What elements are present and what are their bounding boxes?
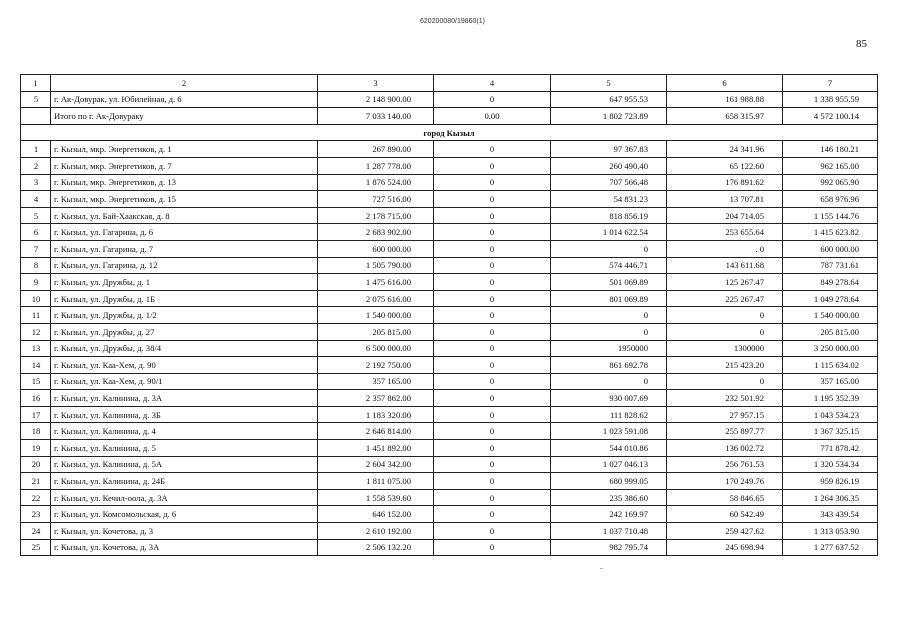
table-row [21,340,878,357]
header-cell: 6 [667,75,783,92]
col5-cell: 861 692.78 [551,357,667,374]
col4-cell: 0 [434,257,551,274]
table-row [21,523,878,540]
row-number: 21 [21,473,51,490]
address-cell: г. Кызыл, ул. Калинина, д. 4 [51,423,318,440]
table-row [21,91,878,108]
col4-cell: 0 [434,307,551,324]
data-table [20,74,878,556]
row-number: 25 [21,539,51,556]
address-cell: г. Кызыл, ул. Калинина, д. 5А [51,456,318,473]
row-number: 13 [21,340,51,357]
address-cell: г. Кызыл, мкр. Энергетиков, д. 13 [51,174,318,191]
col5-cell: 680 999.05 [551,473,667,490]
row-number: 6 [21,224,51,241]
col4-cell: 0 [434,406,551,423]
address-cell: г. Кызыл, ул. Дружбы, д. 27 [51,323,318,340]
address-cell: г. Кызыл, ул. Дружбы, д. 38/4 [51,340,318,357]
table-row [21,473,878,490]
col6-cell: 143 611.68 [667,257,783,274]
col5-cell: 1 014 622.54 [551,224,667,241]
col6-cell: 256 761.53 [667,456,783,473]
address-cell: г. Кызыл, ул. Бай-Хаакская, д. 8 [51,207,318,224]
col4-cell: 0 [434,423,551,440]
table-row [21,307,878,324]
address-cell: г. Кызыл, ул. Гагарина, д. 6 [51,224,318,241]
col5-cell: 501 069.89 [551,274,667,291]
col5-cell: 930 007.69 [551,390,667,407]
row-number: 3 [21,174,51,191]
col6-cell: 0 [667,323,783,340]
row-number: 7 [21,240,51,257]
address-cell: г. Кызыл, мкр. Энергетиков, д. 15 [51,191,318,208]
address-cell: г. Кызыл, ул. Гагарина, д. 12 [51,257,318,274]
col7-cell: 1 540 000.00 [783,307,878,324]
total-cost-cell: 1 287 778.00 [318,157,434,174]
col5-cell: 1950000 [551,340,667,357]
address-cell: г. Кызыл, ул. Дружбы, д. 1/2 [51,307,318,324]
row-number: 19 [21,440,51,457]
row-number: 16 [21,390,51,407]
table-row [21,406,878,423]
row-number: 12 [21,323,51,340]
table-row [21,224,878,241]
col7-cell: 1 338 955.59 [783,91,878,108]
col6-cell: 245 698.94 [667,539,783,556]
col6-cell: 24 341.96 [667,141,783,158]
total-cost-cell: 2 506 132.20 [318,539,434,556]
row-number: 11 [21,307,51,324]
table-row [21,456,878,473]
col7-cell: 343 439.54 [783,506,878,523]
col4-cell: 0 [434,323,551,340]
total-cost-cell: 1 540 000.00 [318,307,434,324]
total-cost-cell: 2 610 192.00 [318,523,434,540]
row-number: 9 [21,274,51,291]
row-number: 18 [21,423,51,440]
table-row [21,141,878,158]
row-number: 5 [21,91,51,108]
col4-cell: 0 [434,506,551,523]
col4-cell: 0 [434,489,551,506]
col4-cell: 0 [434,174,551,191]
address-cell: г. Кызыл, ул. Кочетова, д. 3А [51,539,318,556]
col6-cell: 170 249.76 [667,473,783,490]
col5-cell: 1 802 723.89 [551,108,667,125]
address-cell: г. Кызыл, мкр. Энергетиков, д. 1 [51,141,318,158]
col7-cell: 205 815.00 [783,323,878,340]
col5-cell: 0 [551,240,667,257]
address-cell: г. Кызыл, ул. Калинина, д. 3Б [51,406,318,423]
row-number: 10 [21,290,51,307]
address-cell: г. Кызыл, ул. Дружбы, д. 1Б [51,290,318,307]
address-cell: г. Кызыл, ул. Калинина, д. 3А [51,390,318,407]
total-cost-cell: 7 033 140.00 [318,108,434,125]
total-cost-cell: 1 505 790.00 [318,257,434,274]
col4-cell: 0 [434,224,551,241]
col4-cell: 0 [434,91,551,108]
col7-cell: 658 976.96 [783,191,878,208]
address-cell: Итого по г. Ак-Довураку [51,108,318,125]
total-cost-cell: 646 152.00 [318,506,434,523]
subtotal-row [21,108,878,125]
total-cost-cell: 1 475 616.00 [318,274,434,291]
col4-cell: 0 [434,390,551,407]
col7-cell: 357 165.00 [783,373,878,390]
col5-cell: 1 023 591.08 [551,423,667,440]
total-cost-cell: 267 890.00 [318,141,434,158]
col6-cell: 27 957.15 [667,406,783,423]
row-number: 23 [21,506,51,523]
header-cell: 7 [783,75,878,92]
table-row [21,440,878,457]
scan-speck [600,568,603,569]
col5-cell: 1 027 046.13 [551,456,667,473]
total-cost-cell: 1 451 892.00 [318,440,434,457]
table-row [21,174,878,191]
total-cost-cell: 2 148 900.00 [318,91,434,108]
col7-cell: 1 043 534.23 [783,406,878,423]
col7-cell: 962 165.00 [783,157,878,174]
table-row [21,390,878,407]
col5-cell: 647 955.53 [551,91,667,108]
table-row [21,257,878,274]
header-cell: 5 [551,75,667,92]
header-cell: 4 [434,75,551,92]
col5-cell: 242 169.97 [551,506,667,523]
section-row [21,124,878,141]
col6-cell: . 0 [667,240,783,257]
col4-cell: 0 [434,473,551,490]
row-number: 4 [21,191,51,208]
col6-cell: 13 707.81 [667,191,783,208]
col6-cell: 232 501.92 [667,390,783,407]
col6-cell: 65 122.60 [667,157,783,174]
row-number: 15 [21,373,51,390]
table-row [21,489,878,506]
address-cell: г. Кызыл, ул. Кочетова, д. 3 [51,523,318,540]
col4-cell: 0 [434,373,551,390]
table-row [21,207,878,224]
col7-cell: 1 264 306.35 [783,489,878,506]
total-cost-cell: 2 646 814.00 [318,423,434,440]
table-row [21,274,878,291]
col6-cell: 1300000 [667,340,783,357]
col7-cell: 992 065.90 [783,174,878,191]
col6-cell: 176 891.62 [667,174,783,191]
col4-cell: 0 [434,456,551,473]
col5-cell: 818 856.19 [551,207,667,224]
col6-cell: 225 267.47 [667,290,783,307]
header-cell: 3 [318,75,434,92]
table-row [21,423,878,440]
col4-cell: 0.00 [434,108,551,125]
col4-cell: 0 [434,141,551,158]
col7-cell: 3 250 000.00 [783,340,878,357]
row-number: 1 [21,141,51,158]
col6-cell: 136 002.72 [667,440,783,457]
col4-cell: 0 [434,539,551,556]
col6-cell: 259 427.62 [667,523,783,540]
row-number: 2 [21,157,51,174]
address-cell: г. Ак-Довурак, ул. Юбилейная, д. 6 [51,91,318,108]
col6-cell: 60 542.49 [667,506,783,523]
col5-cell: 111 828.62 [551,406,667,423]
address-cell: г. Кызыл, ул. Каа-Хем, д. 90 [51,357,318,374]
col6-cell: 204 714.05 [667,207,783,224]
total-cost-cell: 1 811 075.00 [318,473,434,490]
col7-cell: 771 878.42 [783,440,878,457]
col5-cell: 544 010.86 [551,440,667,457]
col5-cell: 0 [551,373,667,390]
col5-cell: 97 367.83 [551,141,667,158]
col7-cell: 1 115 634.02 [783,357,878,374]
col4-cell: 0 [434,440,551,457]
address-cell: г. Кызыл, ул. Гагарина, д. 7 [51,240,318,257]
header-cell: 2 [51,75,318,92]
col7-cell: 1 277 637.52 [783,539,878,556]
col7-cell: 849 278.64 [783,274,878,291]
total-cost-cell: 357 165.00 [318,373,434,390]
total-cost-cell: 205 815.00 [318,323,434,340]
col7-cell: 4 572 100.14 [783,108,878,125]
col6-cell: 161 988.88 [667,91,783,108]
table-row [21,323,878,340]
col4-cell: 0 [434,191,551,208]
row-number: 14 [21,357,51,374]
col5-cell: 1 037 710.48 [551,523,667,540]
address-cell: г. Кызыл, мкр. Энергетиков, д. 7 [51,157,318,174]
table-row [21,290,878,307]
col7-cell: 959 826.19 [783,473,878,490]
total-cost-cell: 2 357 862.00 [318,390,434,407]
col5-cell: 574 446.71 [551,257,667,274]
table-row [21,539,878,556]
row-number: 17 [21,406,51,423]
section-title: город Кызыл [21,124,878,141]
col7-cell: 1 155 144.76 [783,207,878,224]
page-number: 85 [856,38,867,50]
col4-cell: 0 [434,340,551,357]
col6-cell: 658 315.97 [667,108,783,125]
col7-cell: 1 313 053.90 [783,523,878,540]
table-row [21,506,878,523]
total-cost-cell: 6 500 000.00 [318,340,434,357]
col7-cell: 1 415 623.82 [783,224,878,241]
total-cost-cell: 1 558 539.60 [318,489,434,506]
address-cell: г. Кызыл, ул. Калинина, д. 24Б [51,473,318,490]
document-id: 620200080/19860(1) [419,18,485,25]
col7-cell: 146 180.21 [783,141,878,158]
col6-cell: 125 267.47 [667,274,783,291]
col5-cell: 260 490.40 [551,157,667,174]
address-cell: г. Кызыл, ул. Калинина, д. 5 [51,440,318,457]
total-cost-cell: 600 000.00 [318,240,434,257]
col6-cell: 58 846.65 [667,489,783,506]
col4-cell: 0 [434,523,551,540]
header-cell: 1 [21,75,51,92]
col6-cell: 255 897.77 [667,423,783,440]
col5-cell: 235 386.60 [551,489,667,506]
row-number: 20 [21,456,51,473]
table-row [21,373,878,390]
col5-cell: 0 [551,307,667,324]
table-row [21,240,878,257]
row-number: 5 [21,207,51,224]
col7-cell: 1 049 278.64 [783,290,878,307]
col4-cell: 0 [434,240,551,257]
col7-cell: 600 000.00 [783,240,878,257]
col4-cell: 0 [434,357,551,374]
col7-cell: 1 367 325.15 [783,423,878,440]
col5-cell: 982 795.74 [551,539,667,556]
row-number [21,108,51,125]
col7-cell: 787 731.61 [783,257,878,274]
address-cell: г. Кызыл, ул. Дружбы, д. 1 [51,274,318,291]
row-number: 8 [21,257,51,274]
col6-cell: 215 423.20 [667,357,783,374]
address-cell: г. Кызыл, ул. Кечил-оола, д. 3А [51,489,318,506]
header-row [21,75,878,92]
total-cost-cell: 2 192 750.00 [318,357,434,374]
col7-cell: 1 320 534.34 [783,456,878,473]
total-cost-cell: 1 183 320.00 [318,406,434,423]
address-cell: г. Кызыл, ул. Комсомольская, д. 6 [51,506,318,523]
table-row [21,157,878,174]
total-cost-cell: 2 075 616.00 [318,290,434,307]
col4-cell: 0 [434,157,551,174]
row-number: 24 [21,523,51,540]
col6-cell: 0 [667,373,783,390]
total-cost-cell: 2 604 342.00 [318,456,434,473]
total-cost-cell: 2 178 715.00 [318,207,434,224]
col4-cell: 0 [434,290,551,307]
col5-cell: 707 566.48 [551,174,667,191]
col6-cell: 0 [667,307,783,324]
address-cell: г. Кызыл, ул. Каа-Хем, д. 90/1 [51,373,318,390]
col4-cell: 0 [434,274,551,291]
col7-cell: 1 195 352.39 [783,390,878,407]
table-row [21,357,878,374]
total-cost-cell: 1 876 524.00 [318,174,434,191]
table-row [21,191,878,208]
col5-cell: 0 [551,323,667,340]
col4-cell: 0 [434,207,551,224]
col6-cell: 253 655.64 [667,224,783,241]
total-cost-cell: 727 516.00 [318,191,434,208]
total-cost-cell: 2 683 902.00 [318,224,434,241]
row-number: 22 [21,489,51,506]
col5-cell: 54 831.23 [551,191,667,208]
col5-cell: 801 069.89 [551,290,667,307]
